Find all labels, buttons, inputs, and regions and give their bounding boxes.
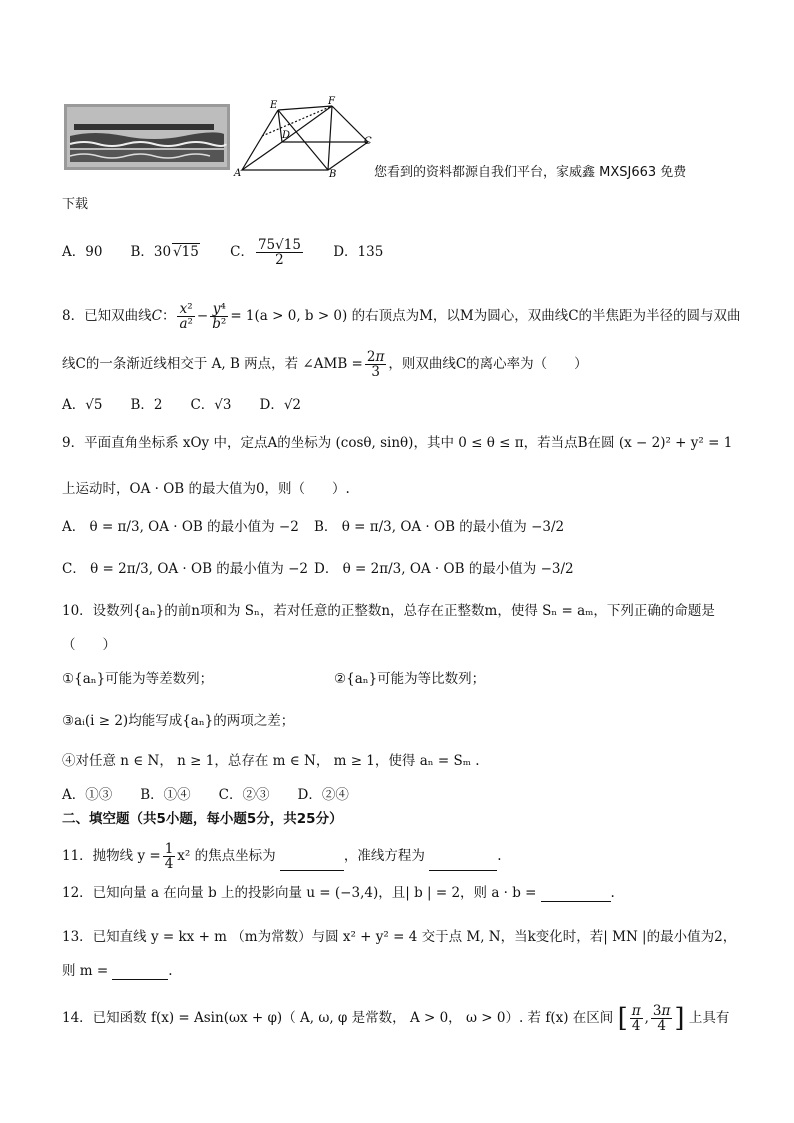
q7-choices: A．90 B．30 √15 C． $\frac{75√15}{2}$ D．135 <box>62 237 384 268</box>
q8-stem-line1: 8．已知双曲线C： $\frac{\text{x²}}{\text{a²}}$ − $\frac{\text{y⁴}}{\text{b²}}$ = 1(a > 0, b > 0) 的右顶点为M，以M为圆心，双曲线C的半焦距为半径的圆与双曲 <box>62 301 741 332</box>
q9-option-a: A． θ = π/3, OA · OB 的最小值为 −2 <box>62 519 299 535</box>
q9-option-c: C． θ = 2π/3, OA · OB 的最小值为 −2 <box>62 561 308 577</box>
q12-blank[interactable] <box>541 901 611 902</box>
q11-blank-1[interactable] <box>280 870 344 871</box>
q10-stem-line2: （ ） <box>62 637 116 653</box>
q8-stem-line2: 线C的一条渐近线相交于 A, B 两点，若 ∠AMB = $\frac{2\pi}{3}$ ，则双曲线C的离心率为（ ） <box>62 349 588 380</box>
q9-option-b: B． θ = π/3, OA · OB 的最小值为 −3/2 <box>314 519 565 535</box>
q9-option-d: D． θ = 2π/3, OA · OB 的最小值为 −3/2 <box>314 561 574 577</box>
q14: 14．已知函数 f(x) = Asin(ωx + φ)（ A, ω, φ 是常数， A > 0， ω > 0）. 若 f(x) 在区间 [ $\frac{\pi}{4}$ , $\frac{3\pi}{4}$ ] 上具有 <box>62 1003 730 1034</box>
q10-opt-3: ③aᵢ(i ≥ 2)均能写成{aₙ}的两项之差； <box>62 713 295 729</box>
label-e: E <box>270 100 278 111</box>
q9-stem-line2: 上运动时，OA · OB 的最大值为0，则（ ）. <box>62 481 350 497</box>
q10-opt-2: ②{aₙ}可能为等比数列； <box>334 671 486 687</box>
q10-choices: A．①③ B．①④ C．②③ D．②④ <box>62 787 349 803</box>
q11: 11．抛物线 y = $\frac{1}{4}$ x² 的焦点坐标为 ，准线方程为 . <box>62 841 502 872</box>
section-title: 二、填空题（共5小题，每小题5分，共25分） <box>62 811 343 827</box>
ad-text: 您看到的资料都源自我们平台，家威鑫 MXSJ663 免费 <box>374 165 687 180</box>
label-c: C <box>364 136 372 147</box>
ad-text-2: 下载 <box>62 197 89 212</box>
label-a: A <box>234 168 242 178</box>
q10-stem-line1: 10．设数列{aₙ}的前n项和为 Sₙ，若对任意的正整数n，总存在正整数m，使得 Sₙ = aₘ，下列正确的命题是 <box>62 603 715 619</box>
q13-line2: 则 m = . <box>62 963 173 979</box>
label-d: D <box>282 130 291 141</box>
ship-photo <box>64 104 230 170</box>
geometry-figure <box>232 96 378 178</box>
q12: 12．已知向量 a 在向量 b 上的投影向量 u = (−3,4)，且| b | = 2，则 a · b = . <box>62 885 615 901</box>
q13-blank[interactable] <box>112 979 168 980</box>
q10-opt-1: ①{aₙ}可能为等差数列； <box>62 671 214 687</box>
q9-stem-line1: 9．平面直角坐标系 xOy 中，定点A的坐标为 (cosθ, sinθ)，其中 0 ≤ θ ≤ π，若当点B在圆 (x − 2)² + y² = 1 <box>62 435 733 451</box>
q8-choices: A．√5 B．2 C．√3 D．√2 <box>62 397 302 413</box>
q10-opt-4: ④对任意 n ∈ N， n ≥ 1，总存在 m ∈ N， m ≥ 1，使得 aₙ = Sₘ . <box>62 753 480 769</box>
label-b: B <box>329 169 337 178</box>
label-f: F <box>328 96 335 107</box>
q11-blank-2[interactable] <box>429 870 497 871</box>
q13-line1: 13．已知直线 y = kx + m （m为常数）与圆 x² + y² = 4 交于点 M, N，当k变化时，若| MN |的最小值为2， <box>62 929 737 945</box>
